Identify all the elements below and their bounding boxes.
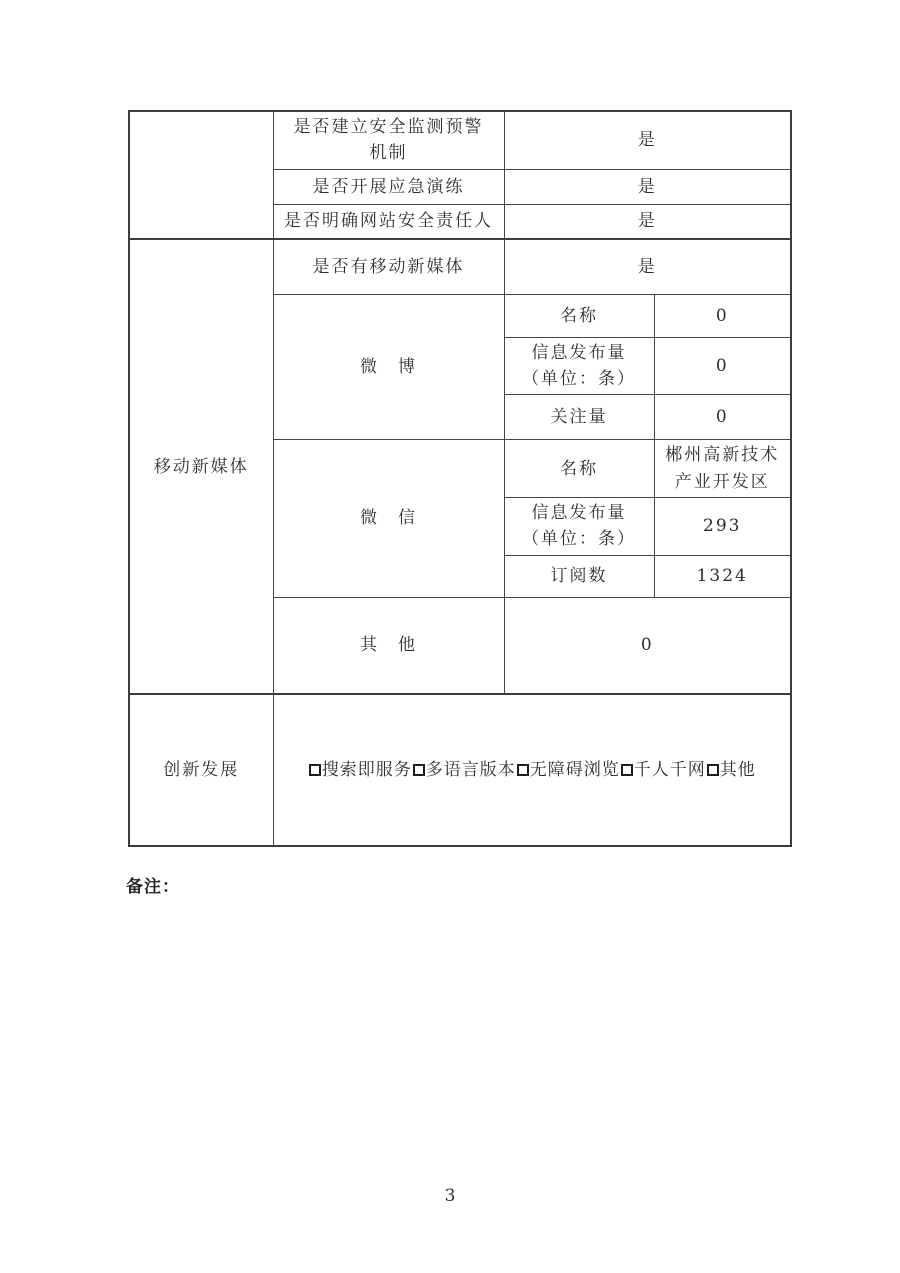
innovation-option-label: 多语言版本 (425, 760, 516, 781)
security-monitoring-label: 是否建立安全监测预警机制 (273, 111, 504, 169)
innovation-option-label: 无障碍浏览 (529, 760, 620, 781)
wechat-name-value: 郴州高新技术产业开发区 (654, 440, 791, 498)
checkbox-icon (309, 764, 321, 776)
weibo-name-value: 0 (654, 294, 791, 337)
report-table (128, 110, 792, 847)
checkbox-icon (707, 764, 719, 776)
checkbox-icon (621, 764, 633, 776)
wechat-posts-value: 293 (654, 498, 791, 556)
security-officer-label: 是否明确网站安全责任人 (273, 204, 504, 239)
innovation-options (280, 757, 785, 783)
wechat-subscribers-label: 订阅数 (504, 555, 654, 597)
weibo-followers-value: 0 (654, 395, 791, 440)
security-officer-value: 是 (504, 204, 791, 239)
checkbox-icon (413, 764, 425, 776)
weibo-posts-label: 信息发布量 （单位：条） (504, 337, 654, 395)
weibo-name-label: 名称 (504, 294, 654, 337)
emergency-drill-label: 是否开展应急演练 (273, 169, 504, 204)
checkbox-icon (517, 764, 529, 776)
weibo-followers-label: 关注量 (504, 395, 654, 440)
security-monitoring-value: 是 (504, 111, 791, 169)
weibo-label: 微 博 (273, 294, 504, 440)
weibo-posts-value: 0 (654, 337, 791, 395)
notes-label: 备注： (126, 877, 180, 897)
section-label-innovation: 创新发展 (129, 694, 273, 846)
has-mobile-media-label: 是否有移动新媒体 (273, 239, 504, 294)
wechat-name-label: 名称 (504, 440, 654, 498)
innovation-options-cell (273, 694, 791, 846)
wechat-label: 微 信 (273, 440, 504, 597)
page-number: 3 (444, 1186, 456, 1206)
has-mobile-media-value: 是 (504, 239, 791, 294)
wechat-subscribers-value: 1324 (654, 555, 791, 597)
innovation-option-label: 搜索即服务 (321, 760, 412, 781)
innovation-option-label: 其他 (719, 760, 756, 781)
wechat-posts-label: 信息发布量 （单位：条） (504, 498, 654, 556)
innovation-option-label: 千人千网 (633, 760, 706, 781)
section-label-mobile-media: 移动新媒体 (129, 239, 273, 694)
other-media-value: 0 (504, 597, 791, 694)
other-media-label: 其 他 (273, 597, 504, 694)
section-cell-empty (129, 111, 273, 239)
emergency-drill-value: 是 (504, 169, 791, 204)
